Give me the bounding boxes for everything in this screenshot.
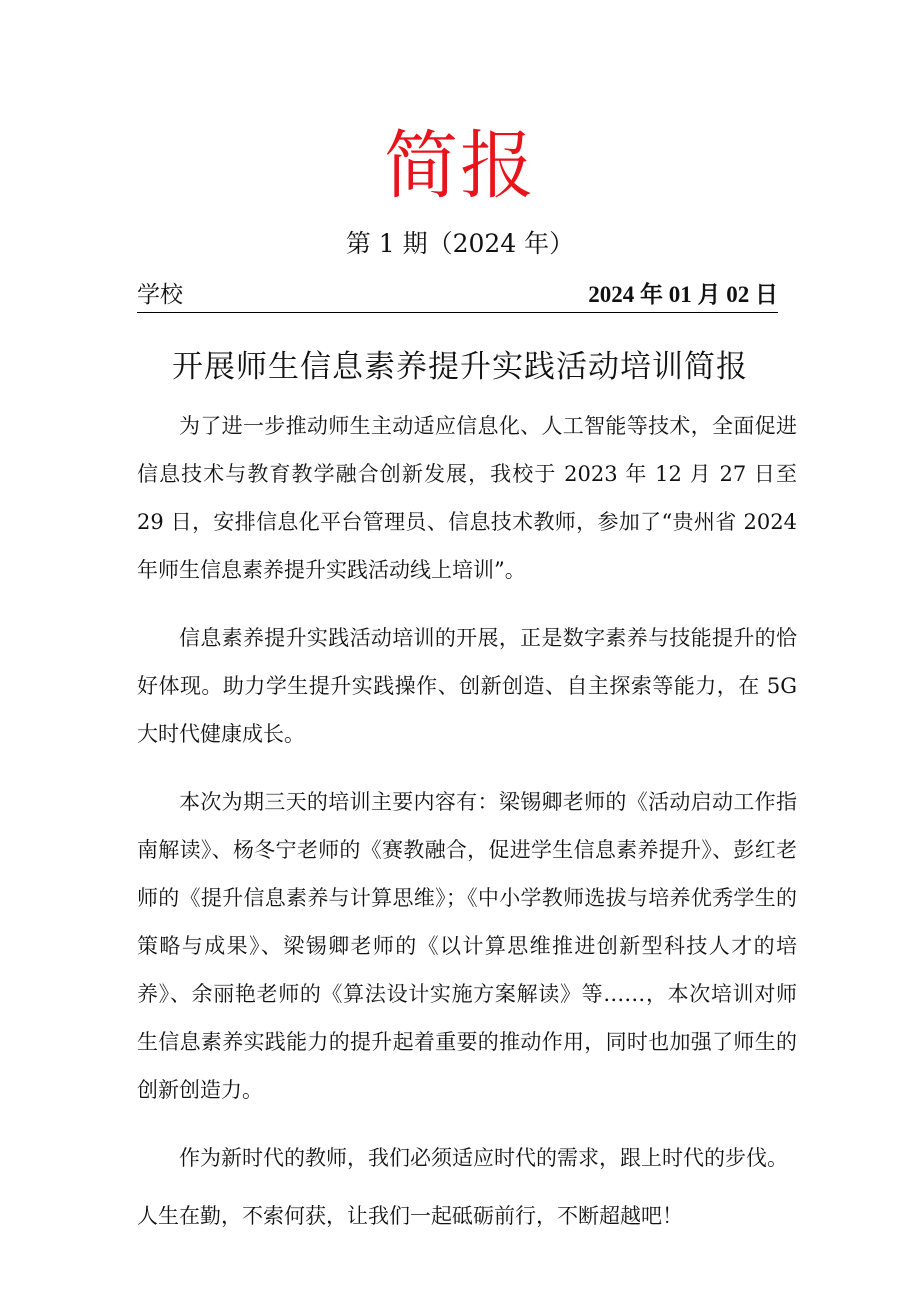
masthead-title: 简报 (384, 123, 536, 209)
school-label: 学校 (137, 282, 183, 308)
paragraph: 本次为期三天的培训主要内容有：梁锡卿老师的《活动启动工作指南解读》、杨冬宁老师的《赛教融合，促进学生信息素养提升》、彭红老师的《提升信息素养与计算思维》；《中小学教师选拔与培养优秀学生的策略与成果》、梁锡卿老师的《以计算思维推进创新型科技人才的培养》、余丽艳老师的《算法设计实施方案解读》等……，本次培训对师生信息素养实践能力的提升起着重要的推动作用，同时也加强了师生的创新创造力。 (137, 790, 797, 1102)
paragraph: 作为新时代的教师，我们必须适应时代的需求，跟上时代的步伐。 (179, 1146, 788, 1170)
article-title: 开展师生信息素养提升实践活动培训简报 (172, 349, 748, 385)
closing-line: 人生在勤，不索何获，让我们一起砥砺前行，不断超越吧！ (137, 1204, 683, 1228)
issue-date: 2024 年 01 月 02 日 (588, 282, 778, 307)
paragraph: 信息素养提升实践活动培训的开展，正是数字素养与技能提升的恰好体现。助力学生提升实践操作、创新创造、自主探索等能力，在 5G 大时代健康成长。 (137, 626, 797, 746)
issue-number: 第 1 期（2024 年） (345, 229, 575, 258)
paragraph: 为了进一步推动师生主动适应信息化、人工智能等技术，全面促进信息技术与教育教学融合创新发展，我校于 2023 年 12 月 27 日至 29 日，安排信息化平台管理员、信息技术教师，参加了“贵州省 2024 年师生信息素养提升实践活动线上培训”。 (137, 414, 797, 582)
school-date-line (137, 278, 778, 313)
article-body (137, 402, 797, 1260)
